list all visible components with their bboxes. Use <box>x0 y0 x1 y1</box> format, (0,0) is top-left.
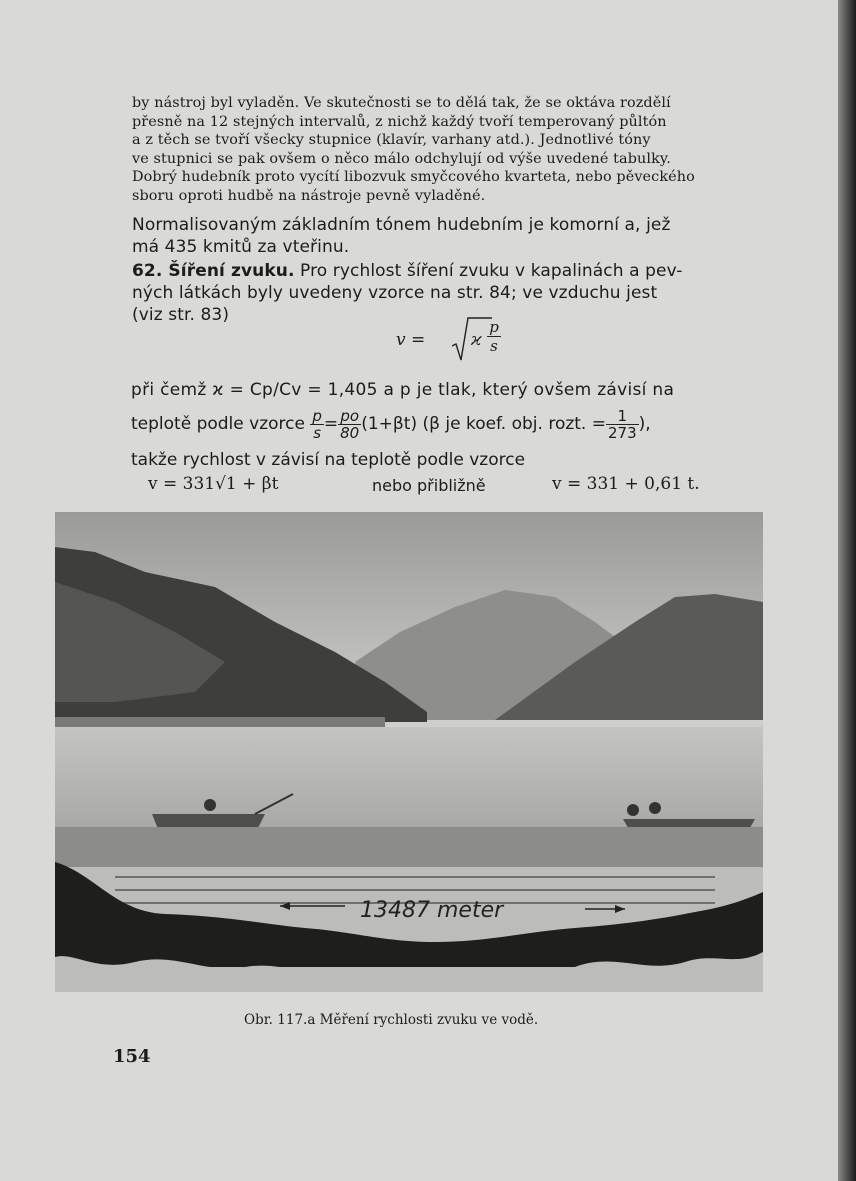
text-line: (viz str. 83) <box>132 305 230 325</box>
text-fragment: (1+βt) (β je koef. obj. rozt. = <box>361 414 606 434</box>
text-line: přesně na 12 stejných intervalů, z nichž každý tvoří temperovaný půltón <box>132 113 667 130</box>
text-line: by nástroj byl vyladěn. Ve skutečnosti se to dělá tak, že se oktáva rozdělí <box>132 95 671 111</box>
fraction-numerator: 1 <box>606 408 639 425</box>
page-edge-shadow <box>838 0 856 1181</box>
text-line: a z těch se tvoří všecky stupnice (klavír, varhany atd.). Jednotlivé tóny <box>132 132 651 148</box>
text-line: Dobrý hudebník proto vycítí libozvuk smyčcového kvarteta, nebo pěveckého <box>132 169 695 185</box>
person-left <box>204 799 216 811</box>
text-line: Pro rychlost šíření zvuku v kapalinách a pev- <box>294 261 683 281</box>
fraction-denominator: 273 <box>607 423 637 442</box>
page-number: 154 <box>113 1046 151 1067</box>
fraction-numerator: p <box>487 318 501 337</box>
fraction-1-273 <box>606 408 639 441</box>
paragraph-normal-tone <box>132 214 772 258</box>
formula-velocity-approx: v = 331 + 0,61 t. <box>552 474 700 494</box>
person-right-1 <box>627 804 639 816</box>
formula-lhs: v = <box>396 330 426 350</box>
text-fragment-approx: nebo přibližně <box>372 476 486 495</box>
paragraph-temperament <box>132 94 772 205</box>
fraction-po-80 <box>338 408 361 441</box>
text-line-temperature <box>131 404 651 444</box>
fraction-numerator: p <box>312 406 322 425</box>
formula-kappa: ϰ <box>471 330 482 350</box>
text-line: Normalisovaným základním tónem hudebním je komorní a, jež <box>132 215 671 235</box>
figure-caption: Obr. 117.a Měření rychlosti zvuku ve vodě. <box>244 1012 539 1028</box>
equals-sign: = <box>323 414 339 434</box>
text-line: má 435 kmitů za vteřinu. <box>132 237 350 257</box>
person-right-2 <box>649 802 661 814</box>
text-line: ných látkách byly uvedeny vzorce na str. 84; ve vzduchu jest <box>132 283 658 303</box>
section-heading: 62. Šíření zvuku. <box>132 261 295 281</box>
text-line-kappa: při čemž ϰ = Cp/Cv = 1,405 a p je tlak, který ovšem závisí na <box>131 380 675 400</box>
text-line-takze: takže rychlost v závisí na teplotě podle vzorce <box>131 450 526 470</box>
fraction-denominator: s <box>490 337 498 355</box>
fraction-denominator: s <box>313 423 322 442</box>
distance-label: 13487 meter <box>360 898 504 923</box>
formula-fraction <box>487 318 501 355</box>
figure-lake-experiment <box>55 512 763 992</box>
fraction-denominator: 80 <box>340 423 360 442</box>
fraction-p-s <box>310 408 324 441</box>
text-line: sboru oproti hudbě na nástroje pevně vyladěné. <box>132 187 486 204</box>
text-line: ve stupnici se pak ovšem o něco málo odchylují od výše uvedené tabulky. <box>132 150 671 167</box>
fraction-numerator: po <box>338 408 361 425</box>
text-fragment: ), <box>638 414 651 434</box>
water-section <box>55 827 763 867</box>
figure-bottom <box>55 967 763 992</box>
formula-velocity-exact: v = 331√1 + βt <box>148 474 279 494</box>
text-fragment: teplotě podle vzorce <box>131 414 305 434</box>
